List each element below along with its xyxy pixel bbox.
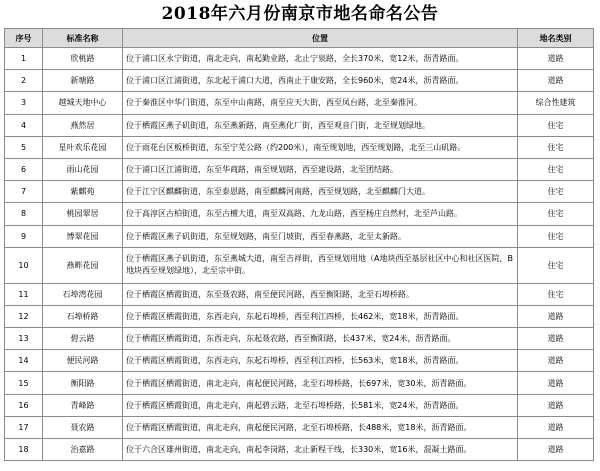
cell-category: 住宅 [518, 181, 594, 203]
cell-location: 位于江宁区麒麟街道，东至泰恩路，南至麒麟河南路，西至规划路，北至麒麟门大道。 [123, 181, 518, 203]
cell-location: 位于栖霞区栖霞街道，东至聂农路，南至便民河路，西至衡阳路，北至石埠桥路。 [123, 283, 518, 305]
cell-location: 位于栖霞区栖霞街道，南北走向，南起便民河路，北至石埠桥路，长488米，宽18米，沥青路面。 [123, 416, 518, 438]
table-row [5, 328, 594, 350]
table-row [5, 70, 594, 92]
cell-name: 欣桃路 [43, 48, 123, 70]
page-title: 2018年六月份南京市地名命名公告 [161, 4, 439, 24]
cell-location: 位于栖霞区燕子矶街道，东至规划路，南至门坡街，西至春燕路，北至太新路。 [123, 225, 518, 247]
cell-category: 道路 [518, 328, 594, 350]
cell-category: 住宅 [518, 136, 594, 158]
cell-name: 衡阳路 [43, 372, 123, 394]
table-row [5, 158, 594, 180]
cell-name: 新塘路 [43, 70, 123, 92]
cell-category: 道路 [518, 305, 594, 327]
cell-no: 17 [5, 416, 43, 438]
cell-no: 14 [5, 350, 43, 372]
cell-name: 便民河路 [43, 350, 123, 372]
cell-name: 青峰路 [43, 394, 123, 416]
table-row [5, 416, 594, 438]
table-row [5, 439, 594, 461]
cell-location: 位于六合区雄州街道，南北走向，南起李岗路，北止新程干线，长330米，宽16米，混凝土路面。 [123, 439, 518, 461]
cell-name: 桃园翠居 [43, 203, 123, 225]
header-name: 标准名称 [43, 29, 123, 48]
cell-category: 道路 [518, 70, 594, 92]
table-row [5, 247, 594, 283]
cell-name: 治嘉路 [43, 439, 123, 461]
cell-no: 11 [5, 283, 43, 305]
cell-name: 石埠桥路 [43, 305, 123, 327]
table-row [5, 181, 594, 203]
cell-location: 位于浦口区江浦街道，东北起于浦口大道，西南止于康安路，全长960米，宽24米，沥青路面。 [123, 70, 518, 92]
cell-name: 紫麒苑 [43, 181, 123, 203]
table-row [5, 372, 594, 394]
cell-location: 位于栖霞区燕子矶街道，东至燕城大道，南至吉祥街，西至规划用地（A地块西至基层社区中心和社区医院，B地块西至规划绿地），北至宗中街。 [123, 247, 518, 283]
cell-location: 位于浦口区永宁街道，南北走向，南起勤业路，北止宁泉路，全长370米，宽12米，沥青路面。 [123, 48, 518, 70]
table-row [5, 225, 594, 247]
cell-name: 燕然居 [43, 114, 123, 136]
cell-location: 位于栖霞区燕子矶街道，东至燕新路，南至燕化厂街，西至观音门街，北至规划绿地。 [123, 114, 518, 136]
cell-no: 16 [5, 394, 43, 416]
cell-location: 位于栖霞区栖霞街道，东西走向，东起石埠桥，西至利江四桥，长462米，宽18米，沥青路面。 [123, 305, 518, 327]
table-row [5, 114, 594, 136]
cell-category: 住宅 [518, 158, 594, 180]
cell-name: 石埠湾花园 [43, 283, 123, 305]
cell-no: 1 [5, 48, 43, 70]
cell-category: 住宅 [518, 203, 594, 225]
header-location: 位置 [123, 29, 518, 48]
cell-location: 位于栖霞区栖霞街道，东西走向，东起聂农路，西至衡阳路，长437米，宽24米，沥青路面。 [123, 328, 518, 350]
cell-name: 雨山花园 [43, 158, 123, 180]
cell-category: 住宅 [518, 247, 594, 283]
cell-name: 燕畔花园 [43, 247, 123, 283]
table-row [5, 92, 594, 114]
header-category: 地名类别 [518, 29, 594, 48]
cell-category: 道路 [518, 394, 594, 416]
header-no: 序号 [5, 29, 43, 48]
cell-location: 位于秦淮区中华门街道，东至中山南路，南至应天大街，西至凤台路，北至秦淮河。 [123, 92, 518, 114]
cell-name: 越城天地中心 [43, 92, 123, 114]
cell-category: 道路 [518, 350, 594, 372]
cell-category: 综合性建筑 [518, 92, 594, 114]
cell-location: 位于浦口区江浦街道，东至华商路，南至规划路，西至建设路，北至团结路。 [123, 158, 518, 180]
cell-location: 位于栖霞区栖霞街道，南北走向，南起碧云路，北至石埠桥路，长581米，宽24米，沥青路面。 [123, 394, 518, 416]
cell-category: 道路 [518, 439, 594, 461]
cell-location: 位于雨花台区板桥街道，东至宁芜公路（约200米），南至规划地，西至规划路，北至三山矶路。 [123, 136, 518, 158]
cell-no: 3 [5, 92, 43, 114]
naming-table [4, 28, 594, 461]
cell-category: 道路 [518, 372, 594, 394]
cell-no: 12 [5, 305, 43, 327]
cell-category: 住宅 [518, 114, 594, 136]
cell-no: 8 [5, 203, 43, 225]
table-row [5, 305, 594, 327]
table-row [5, 48, 594, 70]
cell-location: 位于高淳区古柏街道，东至古檀大道，南至双高路、九龙山路，西至杨庄自然村，北至芦山路。 [123, 203, 518, 225]
cell-category: 道路 [518, 48, 594, 70]
cell-category: 住宅 [518, 283, 594, 305]
cell-no: 4 [5, 114, 43, 136]
table-row [5, 136, 594, 158]
cell-no: 5 [5, 136, 43, 158]
cell-name: 博翠花园 [43, 225, 123, 247]
cell-no: 15 [5, 372, 43, 394]
cell-no: 18 [5, 439, 43, 461]
cell-no: 9 [5, 225, 43, 247]
cell-name: 星叶欢乐花园 [43, 136, 123, 158]
cell-location: 位于栖霞区栖霞街道，南北走向，南起便民河路，北至石埠桥路，长697米，宽30米，沥青路面。 [123, 372, 518, 394]
cell-category: 住宅 [518, 225, 594, 247]
cell-name: 聂农路 [43, 416, 123, 438]
table-row [5, 203, 594, 225]
cell-no: 13 [5, 328, 43, 350]
table-row [5, 394, 594, 416]
cell-location: 位于栖霞区栖霞街道，东西走向，东起石埠桥，西至利江四桥，长563米，宽18米，沥青路面。 [123, 350, 518, 372]
cell-name: 碧云路 [43, 328, 123, 350]
cell-no: 7 [5, 181, 43, 203]
cell-no: 6 [5, 158, 43, 180]
cell-no: 10 [5, 247, 43, 283]
cell-category: 道路 [518, 416, 594, 438]
cell-no: 2 [5, 70, 43, 92]
table-row [5, 283, 594, 305]
table-row [5, 350, 594, 372]
table-header-row [5, 29, 594, 48]
